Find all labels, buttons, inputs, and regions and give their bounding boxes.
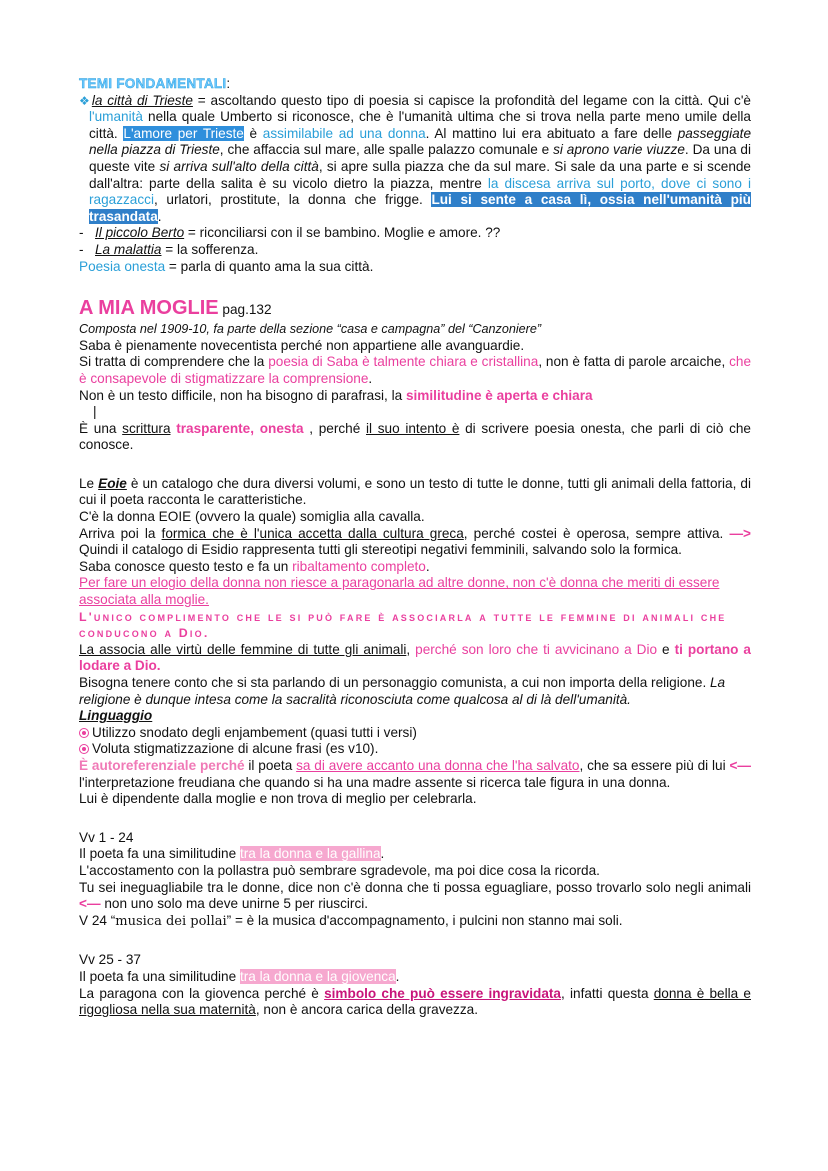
linguaggio-heading: Linguaggio: [79, 708, 153, 724]
paragraph-chiara: Si tratta di comprendere che la poesia di Saba è talmente chiara e cristallina, non è fatta di parole arcaiche, che è consapevole di stigmatizzare la comprensione.: [79, 354, 752, 386]
paragraph-complimento: L'unico complimento che le si può fare è associarla a tutte le femmine di animali che conducono a Dio.: [79, 609, 727, 641]
paragraph-formica: Arriva poi la formica che è l'unica accetta dalla cultura greca, perché costei è operosa, sempre attiva. —> Quindi il catalogo di Esidio rappresenta tutti gli stereotipi negativi femminili, salvando solo la formica.: [79, 525, 751, 558]
notes-page: [79, 76, 751, 1019]
text-cursor: |: [93, 404, 97, 420]
paragraph-similitudine: Non è un testo difficile, non ha bisogno di parafrasi, la similitudine è aperta e chiara: [79, 387, 593, 403]
verses2-line1: Il poeta fa una similitudine tra la donna e la giovenca.: [79, 968, 400, 984]
composition-note: Composta nel 1909-10, fa parte della sezione “casa e campagna” del “Canzoniere”: [79, 322, 542, 337]
verses2-line2: La paragona con la giovenca perché è simbolo che può essere ingravidata, infatti questa donna è bella e rigogliosa nella sua maternità, non è ancora carica della gravezza.: [79, 985, 751, 1018]
radio-bullet-icon: [79, 744, 89, 754]
section-title: A MIA MOGLIE pag.132: [79, 297, 272, 320]
linguaggio-item: Voluta stigmatizzazione di alcune frasi (es v10).: [79, 741, 751, 758]
paragraph-autoreferenziale: È autoreferenziale perché il poeta sa di avere accanto una donna che l'ha salvato, che sa essere più di lui <— l'interpretazione freudiana che quando si ha una madre assente si ricerca tale figura in una donna.: [79, 757, 751, 790]
paragraph-virtu: La associa alle virtù delle femmine di tutte gli animali, perché son loro che ti avvicinano a Dio e ti portano a lodare a Dio.: [79, 641, 751, 674]
verses1-line4: V 24 “musica dei pollai” = è la musica d'accompagnamento, i pulcini non stanno mai soli.: [79, 912, 623, 929]
verses1-line1: Il poeta fa una similitudine tra la donna e la gallina.: [79, 846, 385, 862]
verses-heading-2: Vv 25 - 37: [79, 952, 141, 968]
paragraph-novecentista: Saba è pienamente novecentista perché non appartiene alle avanguardie.: [79, 337, 525, 353]
paragraph-religione: Bisogna tenere conto che si sta parlando di un personaggio comunista, a cui non importa della religione. La religione è dunque intesa come la sacralità riconosciuta come qualcosa al di là dell'umanità.: [79, 675, 726, 707]
verses1-line3: Tu sei ineguagliabile tra le donne, dice non c'è donna che ti possa eguagliare, posso trovarlo solo negli animali <— non uno solo ma deve unirne 5 per riuscirci.: [79, 879, 751, 912]
paragraph-ribaltamento: Saba conosce questo testo e fa un ribaltamento completo.: [79, 558, 430, 574]
paragraph-dipendente: Lui è dipendente dalla moglie e non trova di meglio per celebrarla.: [79, 791, 477, 807]
paragraph-cavalla: C'è la donna EOIE (ovvero la quale) somiglia alla cavalla.: [79, 509, 425, 525]
theme-malattia: - La malattia = la sofferenza.: [79, 241, 259, 257]
diamond-bullet-icon: ❖: [79, 93, 91, 108]
theme-trieste: ❖la città di Trieste = ascoltando questo tipo di poesia si capisce la profondità del legame con la città. Qui c'è l'umanità nella quale Umberto si riconosce, che è l'umanità ultima che si trova nella parte meno umile della città. L'amore per Trieste è assimilabile ad una donna. Al mattino lui era abituato a fare delle passeggiate nella piazza di Trieste, che affaccia sul mare, alle spalle palazzo comunale e si aprono varie viuzze. Da una di queste vite si arriva sull'alto della città, si apre sulla piazza che da sul mare. Si sale da una parte e si scende dall'altra: parte della salita è su vicolo dietro la piazza, mentre la discesa arriva sul porto, dove ci sono i ragazzacci, urlatori, prostitute, la donna che frigge. Lui si sente a casa lì, ossia nell'umanità più trasandata.: [79, 92, 751, 224]
verses-heading-1: Vv 1 - 24: [79, 829, 134, 845]
paragraph-scrittura: È una scrittura trasparente, onesta , perché il suo intento è di scrivere poesia onesta, che parli di ciò che conosce.: [79, 420, 751, 453]
paragraph-elogio: Per fare un elogio della donna non riesce a paragonarla ad altre donne, non c'è donna che meriti di essere associata alla moglie.: [79, 575, 720, 608]
radio-bullet-icon: [79, 728, 89, 738]
themes-heading: TEMI FONDAMENTALI:: [79, 76, 231, 91]
linguaggio-item: Utilizzo snodato degli enjambement (quasi tutti i versi): [79, 725, 751, 742]
paragraph-eoie: Le Eoie è un catalogo che dura diversi volumi, e sono un testo di tutte le donne, tutti gli animali della fattoria, di cui il poeta racconta le caratteristiche.: [79, 475, 751, 508]
verses1-line2: L'accostamento con la pollastra può sembrare sgradevole, ma poi dice cosa la ricorda.: [79, 862, 600, 878]
theme-poesia-onesta: Poesia onesta = parla di quanto ama la sua città.: [79, 258, 374, 274]
theme-berto: - Il piccolo Berto = riconciliarsi con il se bambino. Moglie e amore. ??: [79, 225, 501, 241]
